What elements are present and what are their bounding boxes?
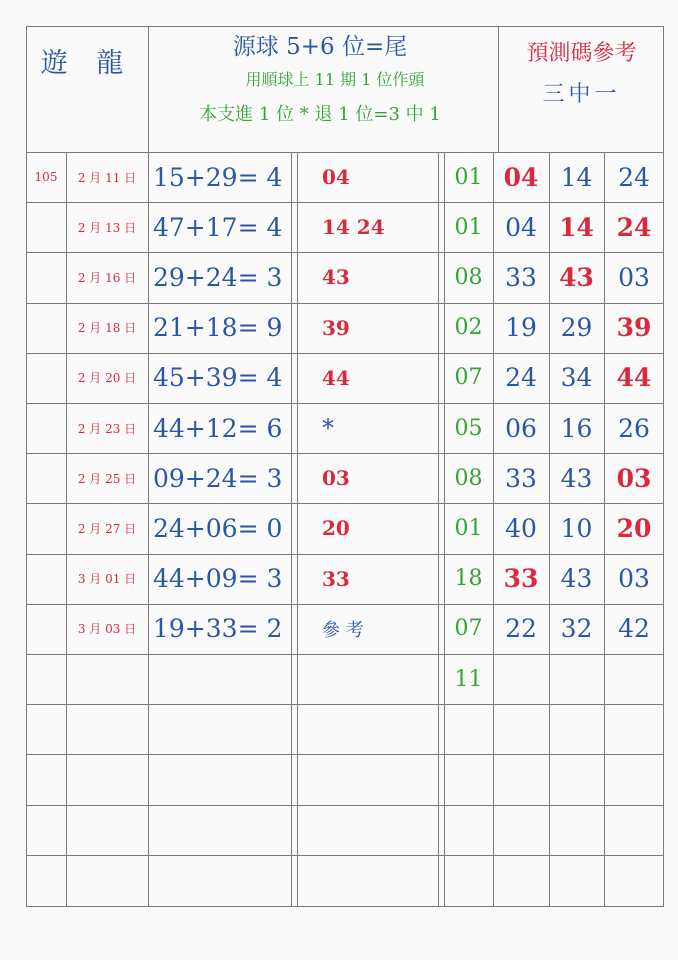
row-tail: 33	[322, 566, 350, 591]
row-date: 3 月 03 日	[77, 622, 137, 637]
column-divider	[444, 152, 445, 906]
row-date: 2 月 23 日	[77, 421, 137, 436]
row-tail	[322, 754, 434, 804]
row-prediction-number	[549, 654, 604, 704]
row-year	[26, 353, 66, 403]
row-prediction-number: 33	[505, 262, 537, 292]
row-prediction-number	[549, 805, 604, 855]
column-divider	[297, 152, 298, 906]
row-tail: 20	[322, 516, 350, 541]
row-formula: 47+17= 4	[153, 212, 283, 242]
row-year	[26, 654, 66, 704]
row-divider	[26, 554, 664, 555]
header-bottom-line	[26, 152, 664, 153]
row-date	[66, 805, 148, 855]
row-prediction-number	[604, 654, 664, 704]
row-prediction-number: 33	[505, 463, 537, 493]
row-year	[26, 704, 66, 754]
row-formula: 21+18= 9	[153, 313, 283, 343]
row-head-ball	[444, 754, 493, 804]
row-head-ball: 01	[454, 515, 483, 541]
row-divider	[26, 403, 664, 404]
row-prediction-number: 24	[505, 363, 537, 393]
row-year: 105	[34, 170, 58, 185]
row-prediction-number: 34	[560, 363, 593, 393]
row-date: 2 月 13 日	[77, 220, 137, 235]
row-prediction-number	[493, 754, 549, 804]
row-prediction-number: 10	[560, 513, 593, 543]
row-prediction-number: 24	[618, 162, 650, 192]
header-divider-left	[148, 26, 149, 152]
row-head-ball: 08	[454, 465, 483, 491]
row-prediction-number: 22	[505, 614, 537, 644]
row-year	[26, 754, 66, 804]
row-tail	[322, 805, 434, 855]
row-prediction-number	[493, 855, 549, 905]
row-year	[26, 604, 66, 654]
row-tail: 14 24	[322, 215, 385, 240]
row-head-ball: 11	[454, 666, 483, 692]
row-tail: 03	[322, 466, 350, 491]
row-formula	[153, 654, 293, 704]
row-formula	[153, 704, 293, 754]
row-date: 3 月 01 日	[77, 572, 137, 587]
row-year	[26, 855, 66, 905]
row-prediction-number	[549, 704, 604, 754]
column-divider	[438, 152, 439, 906]
row-formula	[153, 754, 293, 804]
row-year	[26, 252, 66, 302]
column-divider	[549, 152, 550, 906]
row-tail: 參 考	[322, 619, 364, 641]
row-prediction-number	[493, 704, 549, 754]
row-tail	[322, 855, 434, 905]
column-divider	[291, 152, 292, 906]
row-prediction-number: 43	[560, 463, 593, 493]
row-formula: 44+09= 3	[153, 564, 283, 594]
row-divider	[26, 252, 664, 253]
frame-left	[26, 26, 27, 907]
row-year	[26, 202, 66, 252]
rule-line-1: 源球 5+6 位=尾	[232, 33, 408, 60]
row-prediction-number: 32	[560, 614, 593, 644]
row-divider	[26, 855, 664, 856]
row-prediction-number: 04	[505, 212, 537, 242]
row-date: 2 月 16 日	[77, 270, 137, 285]
row-prediction-number: 16	[560, 413, 593, 443]
row-prediction-number: 44	[616, 363, 652, 393]
row-tail: 04	[322, 165, 350, 190]
row-prediction-number: 39	[616, 313, 652, 343]
row-prediction-number: 06	[505, 413, 537, 443]
row-formula: 19+33= 2	[153, 614, 283, 644]
row-prediction-number: 29	[560, 313, 593, 343]
rule-line-2: 用順球上 11 期 1 位作頭	[245, 69, 425, 89]
row-date: 2 月 18 日	[77, 321, 137, 336]
row-head-ball	[444, 704, 493, 754]
column-divider	[66, 152, 67, 906]
row-head-ball: 05	[454, 415, 483, 441]
row-date: 2 月 25 日	[77, 471, 137, 486]
header-divider-right	[498, 26, 499, 152]
row-date: 2 月 27 日	[77, 521, 137, 536]
row-head-ball: 02	[454, 315, 483, 341]
row-formula: 44+12= 6	[153, 413, 283, 443]
row-tail: 43	[322, 265, 350, 290]
row-date	[66, 704, 148, 754]
row-year	[26, 303, 66, 353]
row-formula	[153, 855, 293, 905]
row-year	[26, 554, 66, 604]
row-prediction-number	[604, 754, 664, 804]
row-prediction-number: 19	[505, 313, 537, 343]
row-prediction-number	[604, 805, 664, 855]
row-prediction-number: 42	[618, 614, 650, 644]
row-prediction-number: 03	[618, 262, 650, 292]
column-divider	[493, 152, 494, 906]
column-divider	[148, 152, 149, 906]
row-divider	[26, 654, 664, 655]
row-divider	[26, 303, 664, 304]
row-tail: 44	[322, 365, 350, 390]
row-divider	[26, 754, 664, 755]
row-tail	[322, 654, 434, 704]
row-prediction-number	[493, 805, 549, 855]
row-divider	[26, 453, 664, 454]
row-prediction-number: 03	[618, 564, 650, 594]
row-date	[66, 855, 148, 905]
row-divider	[26, 202, 664, 203]
row-head-ball: 07	[454, 365, 483, 391]
row-prediction-number	[604, 704, 664, 754]
prediction-title: 預測碼參考	[526, 40, 637, 66]
row-prediction-number	[493, 654, 549, 704]
row-year	[26, 403, 66, 453]
row-tail: 39	[322, 315, 350, 340]
row-prediction-number: 43	[559, 262, 594, 292]
prediction-subtitle: 三中一	[542, 81, 621, 107]
row-prediction-number: 24	[616, 212, 652, 242]
row-divider	[26, 353, 664, 354]
row-prediction-number: 14	[559, 212, 594, 242]
row-formula: 24+06= 0	[153, 513, 283, 543]
row-divider	[26, 604, 664, 605]
row-prediction-number: 04	[503, 162, 539, 192]
row-date	[66, 754, 148, 804]
row-prediction-number	[549, 855, 604, 905]
row-tail	[322, 704, 434, 754]
row-formula: 45+39= 4	[153, 363, 283, 393]
row-date: 2 月 11 日	[77, 170, 137, 185]
row-tail: *	[322, 414, 334, 443]
row-date: 2 月 20 日	[77, 371, 137, 386]
frame-bottom	[26, 906, 664, 907]
row-formula: 09+24= 3	[153, 463, 283, 493]
row-head-ball: 01	[454, 214, 483, 240]
row-year	[26, 453, 66, 503]
row-formula	[153, 805, 293, 855]
sheet-title: 遊 龍	[40, 47, 134, 79]
row-year	[26, 805, 66, 855]
row-year	[26, 503, 66, 553]
frame-right	[663, 26, 664, 907]
row-prediction-number: 20	[616, 513, 652, 543]
row-head-ball: 08	[454, 264, 483, 290]
row-head-ball	[444, 805, 493, 855]
column-divider	[604, 152, 605, 906]
frame-top	[26, 26, 664, 27]
row-head-ball: 01	[454, 164, 483, 190]
rule-line-3: 本支進 1 位 * 退 1 位=3 中 1	[199, 104, 441, 125]
row-head-ball	[444, 855, 493, 905]
row-prediction-number: 40	[505, 513, 537, 543]
row-divider	[26, 503, 664, 504]
row-prediction-number: 33	[503, 564, 539, 594]
row-prediction-number	[604, 855, 664, 905]
row-head-ball: 07	[454, 616, 483, 642]
row-prediction-number: 14	[560, 162, 593, 192]
row-date	[66, 654, 148, 704]
row-formula: 29+24= 3	[153, 262, 283, 292]
row-formula: 15+29= 4	[153, 162, 283, 192]
row-divider	[26, 805, 664, 806]
row-prediction-number: 26	[618, 413, 650, 443]
row-prediction-number: 03	[616, 463, 652, 493]
row-prediction-number: 43	[560, 564, 593, 594]
row-divider	[26, 704, 664, 705]
row-head-ball: 18	[454, 566, 483, 592]
sheet-grid	[26, 26, 664, 906]
row-prediction-number	[549, 754, 604, 804]
